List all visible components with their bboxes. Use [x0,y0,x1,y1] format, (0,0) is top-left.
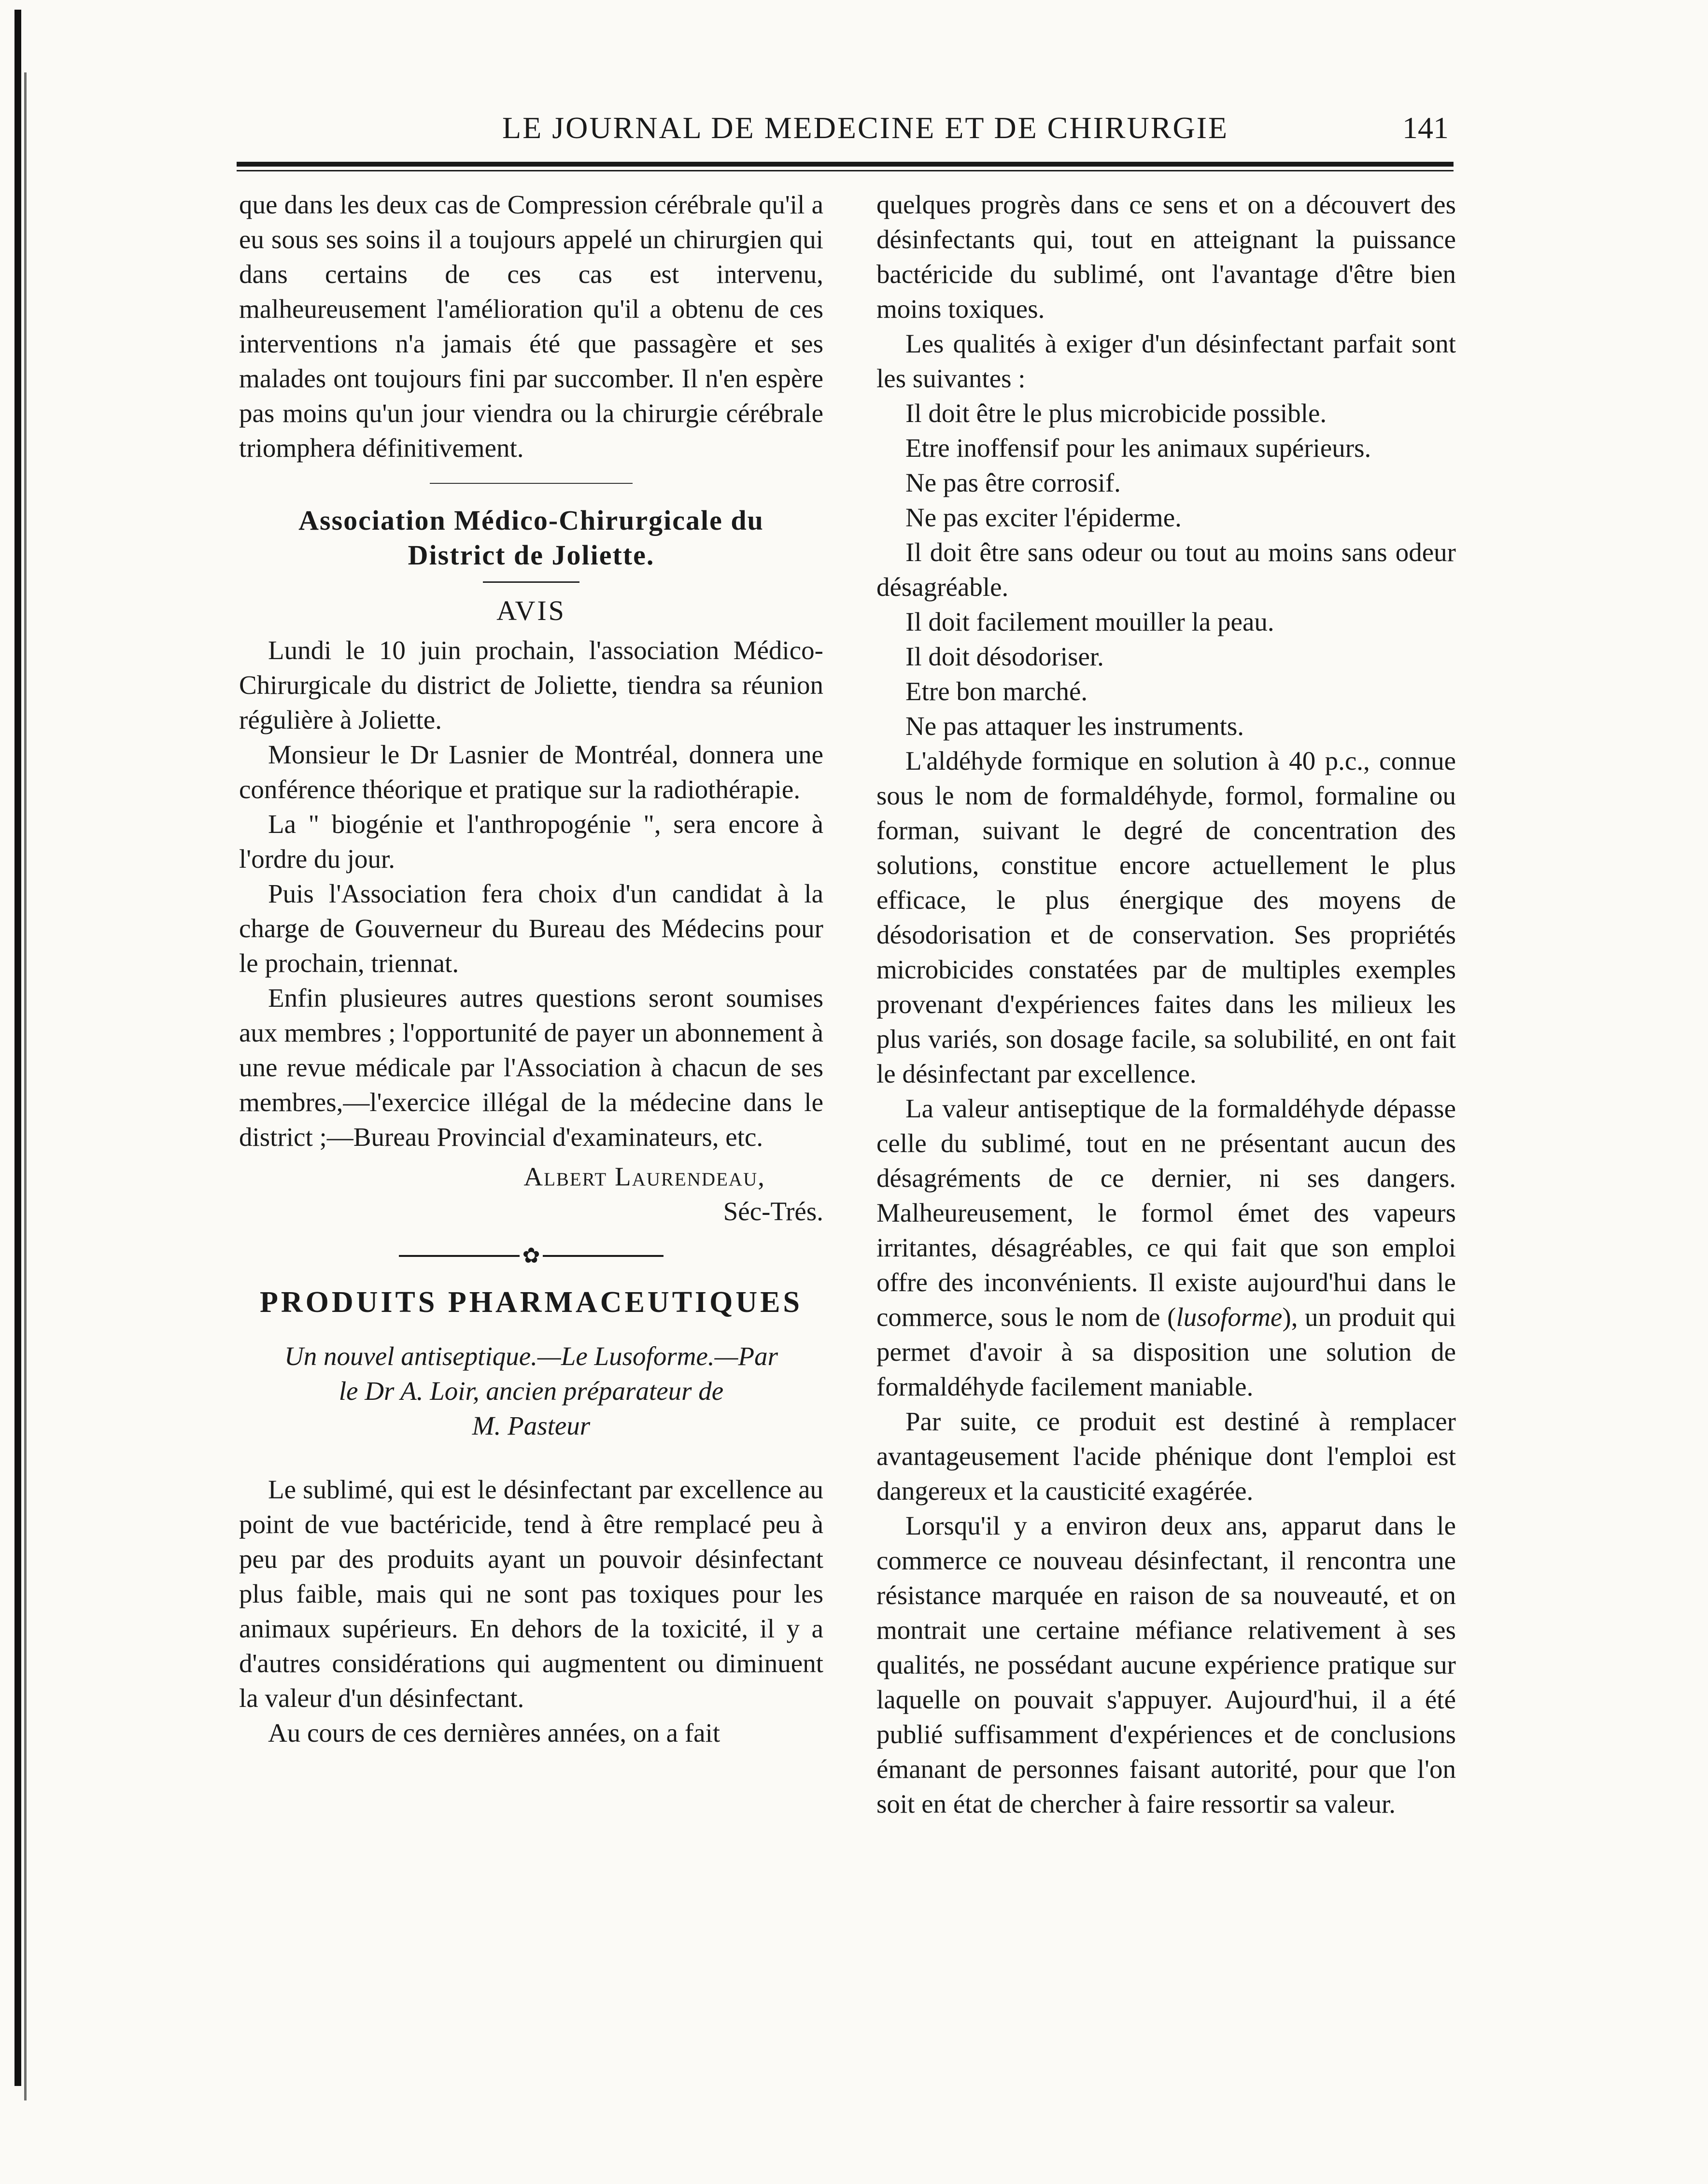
right-column [876,187,1456,1821]
avis-paragraph: Monsieur le Dr Lasnier de Montréal, donnera une conférence théorique et pratique sur la radiothérapie. [239,740,823,804]
section-title: PRODUITS PHARMACEUTIQUES [259,1286,803,1319]
quality-item: Il doit facilement mouiller la peau. [905,607,1274,636]
binding-edge [14,10,21,2086]
separator-rule [430,483,633,484]
avis-paragraph: Lundi le 10 juin prochain, l'association Médico-Chirurgicale du district de Joliette, tiendra sa réunion régulière à Joliette. [239,635,823,734]
quality-item: Ne pas exciter l'épiderme. [905,503,1182,532]
running-title: LE JOURNAL DE MEDECINE ET DE CHIRURGIE [502,111,1229,145]
article-subtitle [239,1339,823,1443]
quality-item: Etre bon marché. [905,676,1088,706]
article-paragraph: Au cours de ces dernières années, on a fait [268,1718,720,1747]
intro-paragraph: que dans les deux cas de Compression cérébrale qu'il a eu sous ses soins il a toujours appelé un chirurgien qui dans certains de ces cas est intervenu, malheureusement l'amélioration qu'il a obtenu de ces interventions n'a jamais été que passagère et ses malades ont toujours fini par succomber. Il n'en espère pas moins qu'un jour viendra ou la chirurgie cérébrale triomphera définitivement. [239,190,823,463]
association-title-line-2: District de Joliette. [408,539,655,571]
page-number: 141 [1402,111,1449,145]
avis-paragraph: Puis l'Association fera choix d'un candidat à la charge de Gouverneur du Bureau des Médecins pour le prochain, triennat. [239,879,823,978]
signature-name: Albert Laurendeau, [523,1162,765,1191]
quality-item: Il doit être sans odeur ou tout au moins sans odeur désagréable. [876,537,1456,602]
continuation-paragraph: quelques progrès dans ce sens et on a découvert des désinfectants qui, tout en atteignant la puissance bactéricide du sublimé, ont l'avantage d'être bien moins toxiques. [876,190,1456,324]
binding-shadow [24,72,27,2100]
article-paragraph: Lorsqu'il y a environ deux ans, apparut dans le commerce ce nouveau désinfectant, il rencontra une résistance marquée en raison de sa nouveauté, et on montrait une certaine méfiance relativement à ses qualités, ne possédant aucune expérience pratique sur laquelle on pouvait s'appuyer. Aujourd'hui, il a été publié suffisamment d'expériences et de conclusions émanant de personnes faisant autorité, pour que l'on soit en état de chercher à faire ressortir sa valeur. [876,1511,1456,1818]
signature-title: Séc-Trés. [723,1197,823,1226]
association-title [239,503,823,573]
qualities-intro: Les qualités à exiger d'un désinfectant parfait sont les suivantes : [876,329,1456,393]
lusoforme-term: lusoforme [1176,1302,1283,1332]
separator-rule-small [483,581,579,583]
header-rule-thin [237,170,1454,171]
page-header [237,110,1454,154]
article-paragraph: Par suite, ce produit est destiné à remplacer avantageusement l'acide phénique dont l'emploi est dangereux et la causticité exagérée. [876,1407,1456,1506]
quality-item: Il doit être le plus microbicide possible. [905,398,1327,428]
article-paragraph: L'aldéhyde formique en solution à 40 p.c., connue sous le nom de formaldéhyde, formol, formaline ou forman, suivant le degré de concentration des solutions, constitue encore actuellement le plus efficace, le plus énergique des moyens de désodorisation et de conservation. Ses propriétés microbicides constatées par de multiples exemples provenant d'expériences faites dans les milieux les plus variés, son dosage facile, sa solubilité, en ont fait le désinfectant par excellence. [876,746,1456,1088]
avis-paragraph: Enfin plusieures autres questions seront soumises aux membres ; l'opportunité de payer un abonnement à une revue médicale par l'Association à chacun de ses membres,—l'exercice illégal de la médecine dans le district ;—Bureau Provincial d'examinateurs, etc. [239,983,823,1152]
article-paragraph: La valeur antiseptique de la formaldéhyde dépasse celle du sublimé, tout en ne présentant aucun des désagréments de ce dernier, ni ses dangers. Malheureusement, le formol émet des vapeurs irritantes, désagréables, ce qui fait que son emploi offre des inconvénients. Il existe aujourd'hui dans le commerce, sous le nom de (lusoforme), un produit qui permet d'avoir à sa disposition une solution de formaldéhyde facilement maniable. [876,1094,1456,1401]
signature-block [239,1159,823,1229]
header-rule-thick [237,162,1454,167]
quality-item: Il doit désodoriser. [905,642,1104,671]
left-column [239,187,823,1750]
quality-item: Etre inoffensif pour les animaux supérieurs. [905,433,1371,463]
article-subtitle-line-1: Un nouvel antiseptique.—Le Lusoforme.—Par [284,1341,778,1371]
quality-item: Ne pas attaquer les instruments. [905,711,1244,741]
ornament-divider [239,1246,823,1266]
avis-paragraph: La " biogénie et l'anthropogénie ", sera encore à l'ordre du jour. [239,809,823,874]
article-subtitle-line-3: M. Pasteur [472,1411,591,1440]
association-title-line-1: Association Médico-Chirurgicale du [298,505,764,536]
quality-item: Ne pas être corrosif. [905,468,1121,497]
article-paragraph: Le sublimé, qui est le désinfectant par excellence au point de vue bactéricide, tend à être remplacé peu à peu par des produits ayant un pouvoir désinfectant plus faible, mais qui ne sont pas toxiques pour les animaux supérieurs. En dehors de la toxicité, il y a d'autres considérations qui augmentent ou diminuent la valeur d'un désinfectant. [239,1475,823,1713]
flower-ornament-icon: ✿ [522,1244,540,1268]
article-subtitle-line-2: le Dr A. Loir, ancien préparateur de [339,1376,724,1406]
avis-heading: AVIS [496,595,566,626]
